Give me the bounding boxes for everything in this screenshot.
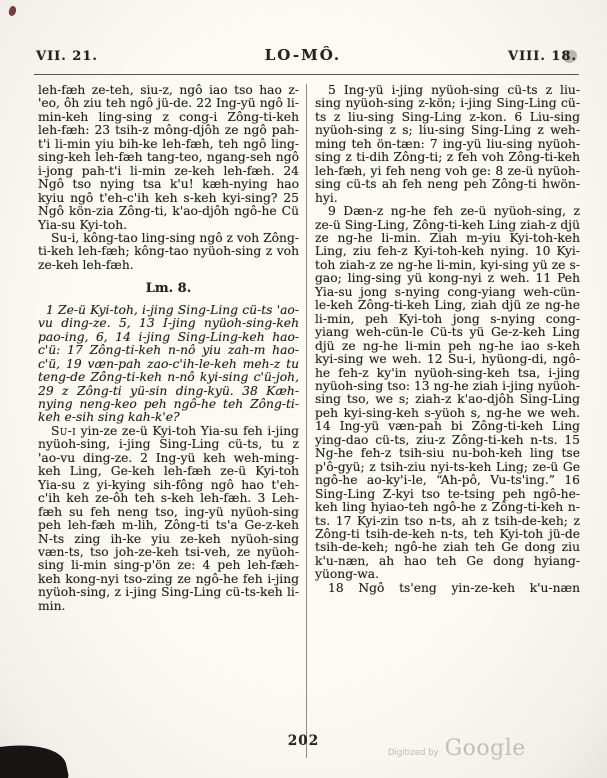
google-logo: Google bbox=[444, 736, 526, 761]
running-head bbox=[36, 46, 577, 64]
book-title: LO-MÔ. bbox=[264, 46, 342, 64]
left-column bbox=[38, 84, 306, 758]
scan-speck bbox=[8, 5, 18, 17]
header-right-verse-ref: VIII. 18. bbox=[507, 49, 577, 64]
lead-word-small-caps: Su-i bbox=[51, 423, 76, 438]
paragraph-romans8-18-partial: 18 Ngô ts'eng yin-ze-keh k'u-næn bbox=[328, 580, 580, 595]
chapter-summary: 1 Ze-ü Kyi-toh, i-jing Sing-Ling cü-ts 'ao-vu ding-ze. 5, 13 I-jing nyüoh-sing-keh pao-ing, 6, 14 i-jing Sing-Ling-keh hao-c'ü: 17 Zông-ti-keh n-nô yiu zah-m hao-c'ü, 19 væn-pah zao-c'ih-le-keh meh-z tu teng-de Zông-ti-keh n-nô kyi-sing c'ü-joh, 29 z Zông-ti yü-sin ding-kyü. 38 Kæh-nying neng-keo peh ngô-he teh Zông-ti-keh e-sih sing kah-k'e? bbox=[38, 302, 299, 425]
chapter-heading: Lm. 8. bbox=[145, 281, 192, 297]
page-number: 202 bbox=[287, 733, 320, 749]
watermark-prefix: Digitized by bbox=[388, 748, 439, 758]
header-rule bbox=[34, 74, 579, 75]
paragraph-romans7-21-25: leh-fæh ze-teh, siu-z, ngô iao tso hao z-'eo, ôh ziu teh ngô jü-de. 22 Ing-yü ngô li-min-keh ling-sing z cong-i Zông-ti-keh leh-fæh: 23 tsih-z mông-djôh ze ngô pah-t'i li-min yiu bih-ke leh-fæh, teh ngô ling-sing-keh leh-fæh tang-teo, ngang-seh ngô i-jong pah-t'i li-min ze-keh leh-fæh. 24 Ngô tso nying tsa k'u! kæh-nying hao kyiu ngô t'eh-c'ih keh s-keh kyi-sing? 25 Ngô kön-zia Zông-ti, k'ao-djôh ngô-he Cü Yia-su Kyi-toh. bbox=[38, 83, 299, 232]
google-watermark bbox=[388, 736, 526, 761]
right-column bbox=[306, 84, 580, 758]
paragraph-romans8-5-8: 5 Ing-yü i-jing nyüoh-sing cü-ts z liu-sing nyüoh-sing z-kön; i-jing Sing-Ling cü-ts z liu-sing Sing-Ling z-kon. 6 Liu-sing nyüoh-sing z s; liu-sing Sing-Ling z weh-ming teh ön-tæn: 7 ing-yü liu-sing nyüoh-sing z ti-dih Zông-ti; z feh voh Zông-ti-keh leh-fæh, yi feh neng voh ge: 8 ze-ü nyüoh-sing cü-ts ah feh neng peh Zông-ti hwön-hyi. bbox=[315, 83, 580, 205]
header-left-verse-ref: VII. 21. bbox=[36, 49, 98, 64]
paragraph-romans8-9-17: 9 Dæn-z ng-he feh ze-ü nyüoh-sing, z ze-ü Sing-Ling, Zông-ti-keh Ling ziah-z djü ze ng-he li-min. Ziah m-yiu Kyi-toh-keh Ling, ziu feh-z Kyi-toh-keh nying. 10 Kyi-toh ziah-z ze ng-he li-min, kyi-sing yü ze s-gao; ling-sing yü kong-nyi z weh. 11 Peh Yia-su jong s-nying cong-yiang weh-cün-le-keh Zông-ti-keh Ling, ziah djü ze ng-he li-min, peh Kyi-toh jong s-nying cong-yiang weh-cün-le Cü-ts yü Ge-z-keh Ling djü ze ng-he li-min peh ng-he iao s-keh kyi-sing we weh. 12 Su-i, hyüong-di, ngô-he feh-z ky'in nyüoh-sing-keh tsa, i-jing nyüoh-sing tso: 13 ng-he ziah i-jing nyüoh-sing tso, we s; ziah-z k'ao-djôh Sing-Ling peh kyi-sing-keh s-yüoh s, ng-he we weh. 14 Ing-yü væn-pah bi Zông-ti-keh Ling ying-dao cü-ts, ziu-z Zông-ti-keh n-ts. 15 Ng-he feh-z tsih-siu nu-boh-keh ling tse p'ô-gyü; z tsih-ziu nyi-ts-keh Ling; ze-ü Ge ngô-he ao-ky'i-le, “Ah-pô, Vu-ts'ing.” 16 Sing-Ling Z-kyi tso te-tsing peh ngô-he-keh ling hyiao-teh ngô-he z Zông-ti-keh n-ts. 17 Kyi-zin tso n-ts, ah z tsih-de-keh; z Zông-ti tsih-de-keh n-ts, teh Kyi-toh jü-de tsih-de-keh; ngô-he ziah teh Ge dong ziu k'u-næn, ah hao teh Ge dong hyiang-yüong-wa. bbox=[315, 204, 580, 582]
paragraph-romans8-1-4 bbox=[38, 425, 299, 613]
paragraph-romans8-1-4-body: yin-ze ze-ü Kyi-toh Yia-su feh i-jing nyüoh-sing, i-jing Sing-Ling cü-ts, tu z 'ao-vu ding-ze. 2 Ing-yü keh weh-ming-keh Ling, Ge-keh leh-fæh ze-ü Kyi-toh Yia-su z yi-kying sih-fông ngô hao t'eh-c'ih keh ze-ôh teh s-keh leh-fæh. 3 Leh-fæh su feh neng tso, ing-yü nyüoh-sing peh leh-fæh m-lih, Zông-ti ts'a Ge-z-keh N-ts zing ih-ke yiu ze-keh nyüoh-sing væn-ts, tso joh-ze-keh tsi-veh, ze nyüoh-sing li-min sing-p'ön ze: 4 peh leh-fæh-keh kong-nyi tso-zing ze ngô-he feh i-jing nyüoh-sing, z i-jing Sing-Ling cü-ts-keh li-min. bbox=[38, 423, 299, 613]
text-columns bbox=[38, 84, 580, 758]
paragraph-romans7-conclusion: Su-i, kông-tao ling-sing ngô z voh Zông-ti-keh leh-fæh; kông-tao nyüoh-sing z voh ze-keh leh-fæh. bbox=[38, 230, 299, 272]
